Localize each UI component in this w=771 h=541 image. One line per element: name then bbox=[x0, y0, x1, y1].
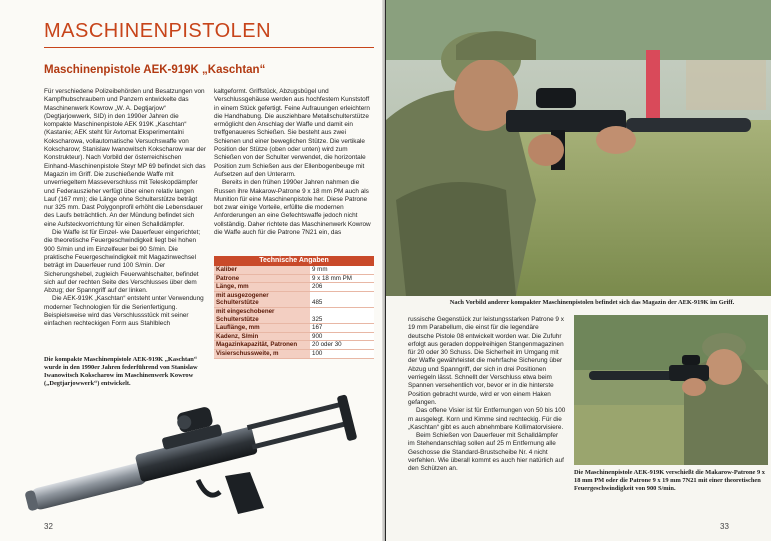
section-rule bbox=[44, 47, 374, 48]
page-number: 32 bbox=[44, 522, 53, 531]
spec-key: Patrone bbox=[214, 275, 310, 283]
page-number: 33 bbox=[720, 522, 729, 531]
spec-value: 325 bbox=[310, 308, 374, 323]
spec-value: 900 bbox=[310, 333, 374, 341]
spec-row bbox=[214, 283, 374, 292]
paragraph: Das offene Visier ist für Entfernungen von 50 bis 100 m ausgelegt. Korn und Kimme sind rechteckig. Für die „Kaschtan“ gibt es auch abnehmbare Kollimatorvisiere. bbox=[408, 407, 566, 431]
right-page bbox=[386, 0, 771, 541]
spec-key: Kaliber bbox=[214, 266, 310, 274]
spec-value: 167 bbox=[310, 324, 374, 332]
second-shooter-photo bbox=[574, 315, 768, 465]
paragraph: Beim Schießen von Dauerfeuer mit Schalldämpfer im Stehendanschlag sollen auf 25 m Entfernung alle Geschosse die Standard-Brustscheibe Nr. 4 nicht verfehlen. Wie überall kommt es auch hier natürlich auf den Schützen an. bbox=[408, 432, 564, 473]
paragraph: kaltgeformt. Griffstück, Abzugsbügel und Verschlussgehäuse werden aus hochfestem Kunststoff in einem Stück gefertigt. Feine Aufrauungen erleichtern die Handhabung. Die ausziehbare Metallschulterstütze ermöglicht den Anschlag der Waffe und damit ein treffgenaueres Schießen. Sie besteht aus zwei Schienen und einer beweglichen Stütze. Die vertikale Position der Stütze (oben oder unten) wird zum Schießen von der Schulter verwendet, die horizontale Position zum Schießen aus der Ellenbogenbeuge mit Aufsetzen auf den Unterarm. bbox=[214, 88, 370, 178]
weapon-caption: Die kompakte Maschinenpistole AEK-919K „Kaschtan“ wurde in den 1990er Jahren federführend von Stanislaw Iwanowitsch Kokscharow im Maschinenwerk Kowrow („Degtjarjowwerk“) entwickelt. bbox=[44, 356, 198, 387]
spec-value: 9 x 18 mm PM bbox=[310, 275, 374, 283]
spec-key: mit eingeschobener Schulterstütze bbox=[214, 308, 310, 323]
paragraph: Bereits in den frühen 1990er Jahren nahmen die Russen ihre Makarow-Patrone 9 x 18 mm PM auch als Munition für eine Maschinenpistole her. Diese Patrone bot zwar einige Vorteile, erfüllte die modernen Anforderungen an eine Gefechtswaffe jedoch nicht vollständig. Daher richtete das Maschinenwerk Kowrow die Waffe auch für die Patrone 7N21 ein, das bbox=[214, 179, 371, 237]
spec-table-heading: Technische Angaben bbox=[214, 256, 374, 266]
spec-key: Visierschussweite, m bbox=[214, 350, 310, 358]
spec-value: 9 mm bbox=[310, 266, 374, 274]
submachine-gun-illustration bbox=[20, 380, 380, 515]
spec-value: 20 oder 30 bbox=[310, 341, 374, 349]
spec-row bbox=[214, 266, 374, 275]
spec-row bbox=[214, 324, 374, 333]
main-photo-caption: Nach Vorbild anderer kompakter Maschinenpistolen befindet sich das Magazin der AEK-919K im Griff. bbox=[449, 299, 735, 306]
spec-value: 100 bbox=[310, 350, 374, 358]
text-column-1 bbox=[44, 88, 206, 329]
spec-row bbox=[214, 292, 374, 308]
spec-row bbox=[214, 350, 374, 359]
shooter-photo bbox=[386, 0, 771, 296]
paragraph: Die Waffe ist für Einzel- wie Dauerfeuer eingerichtet; die theoretische Feuergeschwindigkeit liegt bei hohen 900 S/min und im Einzelfeuer bei 90 S/min. Die praktische Feuergeschwindigkeit mit Magazinwechsel beträgt im Dauerfeuer rund 100 S/min. Der Sicherungshebel, zugleich Feuerwahlschalter, befindet sich auf der rechten Seite des Verschlusses über dem Abzug; der Spanngriff auf der linken. bbox=[44, 229, 201, 295]
spec-value: 485 bbox=[310, 292, 374, 307]
spec-key: Länge, mm bbox=[214, 283, 310, 291]
article-title: Maschinenpistole AEK-919K „Kaschtan“ bbox=[44, 64, 266, 76]
paragraph: Für verschiedene Polizeibehörden und Besatzungen von Kampfhubschraubern und Panzern entwickelte das Maschinenwerk Kowrow „W. A. Degtjarjow“ (Degtjarjowwerk, SID) in den 1990er Jahren die kompakte Maschinenpistole AEK 919K „Kaschtan“ (Kastanie; AEK steht für Avtomat Eksperimentalni Kokscharowa, vollautomatische Versuchswaffe von Kokscharow; Stanislaw Iwanowitsch Kokscharow war der Konstrukteur). Nach Vorbild der österreichischen Einhand-Maschinenpistole Steyr MP 69 befindet sich das Magazin im Griff. Die zuschießende Waffe mit unverriegeltem Masseverschluss mit Teleskopdämpfer und Federauszieher verfügt über einen relativ langen Lauf (167 mm); die Länge ohne Schulterstütze beträgt nur 325 mm. Dast Polygonprofil erhöht die Lebensdauer des Laufs beträchtlich. An der Mündung befindet sich eine Aufsteckvorrichtung für einen Schalldämpfer. bbox=[44, 88, 206, 228]
second-photo-caption: Die Maschinenpistole AEK-919K verschießt die Makarow-Patrone 9 x 18 mm PM oder die Patrone 9 x 19 mm 7N21 mit einer theoretischen Feuergeschwindigkeit von 900 S/min. bbox=[574, 469, 765, 492]
spec-row bbox=[214, 275, 374, 284]
spec-key: Kadenz, S/min bbox=[214, 333, 310, 341]
spec-key: mit ausgezogener Schulterstütze bbox=[214, 292, 310, 307]
spec-row bbox=[214, 333, 374, 342]
text-column-3 bbox=[408, 316, 566, 474]
spec-value: 206 bbox=[310, 283, 374, 291]
left-page bbox=[0, 0, 385, 541]
spec-table bbox=[214, 266, 374, 359]
section-title: MASCHINENPISTOLEN bbox=[44, 20, 272, 42]
paragraph: Die AEK-919K „Kaschtan“ entsteht unter Verwendung moderner Technologien für die Serienfertigung. Beispielsweise wird das Verschlussstück mit seiner einfachen rechteckigen Form aus Stahlblech bbox=[44, 295, 204, 328]
spec-key: Magazinkapazität, Patronen bbox=[214, 341, 310, 349]
text-column-2 bbox=[214, 88, 374, 237]
spec-row bbox=[214, 308, 374, 324]
paragraph: russische Gegenstück zur leistungsstarken Patrone 9 x 19 mm Parabellum, die einst für die legendäre deutsche Pistole 08 entwickelt worden war. Die Zufuhr erfolgt aus geraden doppelreihigen Stangenmagazinen für 20 oder 30 Schuss. Die Sicherheit im Umgang mit der Waffe gewährleistet die mehrfache Sicherung über Abzug und Spanngriff, der sich in drei Positionen verriegeln lässt. Schnellt der Verschluss etwa beim Spannen versehentlich vor, bevor er in die hinterste Position gebracht wurde, wird er von einem Haken gefangen. bbox=[408, 316, 564, 406]
spec-key: Lauflänge, mm bbox=[214, 324, 310, 332]
spec-row bbox=[214, 341, 374, 350]
